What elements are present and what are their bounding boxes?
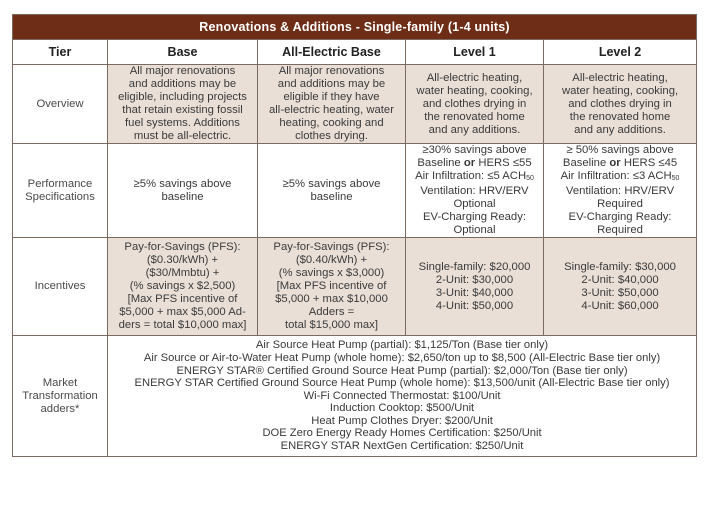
cell-line: water heating, cooking, <box>561 84 679 97</box>
adder-item: Air Source Heat Pump (partial): $1,125/Ton (Base tier only) <box>255 339 549 352</box>
adder-item: ENERGY STAR Certified Ground Source Heat Pump (whole home): $13,500/unit (All-Electric Base tier only) <box>134 377 670 390</box>
header-all-electric-base: All-Electric Base <box>258 40 406 65</box>
cell-line: ders = total $10,000 max] <box>118 319 247 331</box>
cell-line: Ventilation: HRV/ERV <box>565 185 675 197</box>
cell-line: Single-family: $30,000 <box>564 260 676 273</box>
cell-line: Single-family: $20,000 <box>418 260 531 273</box>
market-label <box>13 336 108 457</box>
overview-label: Overview <box>13 65 108 144</box>
cell-line: and additions may be <box>128 78 237 90</box>
cell-line: water heating, cooking, <box>416 84 533 97</box>
renovations-table-container <box>12 14 696 474</box>
cell-line: (% savings x $3,000) <box>278 267 385 279</box>
performance-all-electric-base <box>258 144 406 238</box>
cell-line: Optional <box>453 224 496 236</box>
table-row-incentives <box>13 238 697 336</box>
cell-line <box>546 157 694 170</box>
cell-line <box>546 170 694 185</box>
cell-line: All major renovations <box>278 65 385 77</box>
cell-line: ($30/Mmbtu) + <box>145 267 220 279</box>
air-text: Air Infiltration: ≤3 ACH <box>560 170 672 182</box>
header-level-1: Level 1 <box>406 40 544 65</box>
cell-line: All-electric heating, <box>572 71 668 84</box>
cell-line: Optional <box>453 198 496 210</box>
incentives-base <box>108 238 258 336</box>
cell-line: baseline <box>161 190 204 203</box>
cell-line: Pay-for-Savings (PFS): <box>273 241 390 253</box>
adder-item: Air Source or Air-to-Water Heat Pump (whole home): $2,650/ton up to $8,500 (All-Electric Base tier only) <box>143 351 661 364</box>
cell-line: and clothes drying in <box>568 97 672 110</box>
cell-line: total $15,000 max] <box>285 319 378 331</box>
air-subscript: 50 <box>671 175 680 182</box>
cell-line: [Max PFS incentive of <box>127 293 238 305</box>
cell-line: the renovated home <box>569 110 671 123</box>
cell-line: that retain existing fossil <box>122 104 243 116</box>
baseline-text: Baseline <box>562 157 607 169</box>
adder-item: Induction Cooktop: $500/Unit <box>329 402 475 415</box>
market-adders <box>108 336 697 457</box>
header-level-2: Level 2 <box>544 40 697 65</box>
table-row-performance <box>13 144 697 238</box>
overview-level-1 <box>406 65 544 144</box>
cell-line: 3-Unit: $40,000 <box>435 286 514 299</box>
cell-line: Adders = <box>308 306 355 318</box>
cell-line: 4-Unit: $50,000 <box>435 299 514 312</box>
or-text: or <box>609 157 621 169</box>
cell-line: EV-Charging Ready: <box>423 211 526 223</box>
incentives-all-electric-base <box>258 238 406 336</box>
cell-line <box>408 170 541 185</box>
cell-line: $5,000 + max $10,000 <box>275 293 388 305</box>
adder-item: Wi-Fi Connected Thermostat: $100/Unit <box>303 389 501 402</box>
adder-item: DOE Zero Energy Ready Homes Certification: $250/Unit <box>262 427 542 440</box>
cell-line: ($0.40/kWh) + <box>295 254 368 266</box>
cell-line: fuel systems. Additions <box>125 117 240 129</box>
adder-item: ENERGY STAR NextGen Certification: $250/Unit <box>280 440 524 453</box>
renovations-table <box>12 14 697 457</box>
cell-line: 4-Unit: $60,000 <box>581 299 659 312</box>
cell-line: and clothes drying in <box>422 97 527 110</box>
cell-line: Required <box>597 224 643 236</box>
cell-line: ≥5% savings above <box>133 177 232 190</box>
cell-line: all-electric heating, water <box>269 104 394 116</box>
cell-line: the renovated home <box>424 110 525 123</box>
cell-line: heating, cooking and <box>279 117 384 129</box>
cell-line: clothes drying. <box>295 130 368 142</box>
performance-base <box>108 144 258 238</box>
cell-line: must be all-electric. <box>133 130 232 142</box>
incentives-label: Incentives <box>13 238 108 336</box>
incentives-level-2 <box>544 238 697 336</box>
cell-line: and any additions. <box>574 123 666 136</box>
or-text: or <box>463 157 476 169</box>
cell-line: baseline <box>310 190 353 203</box>
cell-line: All major renovations <box>129 65 236 77</box>
hers-text: HERS ≤55 <box>478 157 532 169</box>
cell-line: Required <box>597 198 643 210</box>
cell-line: [Max PFS incentive of <box>276 280 387 292</box>
cell-line: and additions may be <box>277 78 386 90</box>
cell-line: EV-Charging Ready: <box>568 211 672 223</box>
hers-text: HERS ≤45 <box>623 157 678 169</box>
incentives-level-1 <box>406 238 544 336</box>
cell-line: ≥ 50% savings above <box>566 144 674 156</box>
cell-line: Performance <box>27 177 93 190</box>
cell-line: 2-Unit: $30,000 <box>435 273 514 286</box>
cell-line: Transformation <box>22 389 98 402</box>
cell-line: Specifications <box>25 190 95 203</box>
overview-level-2 <box>544 65 697 144</box>
overview-base <box>108 65 258 144</box>
cell-line: (% savings x $2,500) <box>129 280 236 292</box>
cell-line: ≥5% savings above <box>282 177 381 190</box>
baseline-text: Baseline <box>417 157 461 169</box>
performance-level-2 <box>544 144 697 238</box>
air-subscript: 50 <box>526 175 534 182</box>
cell-line: Ventilation: HRV/ERV <box>420 185 529 197</box>
cell-line: $5,000 + max $5,000 Ad- <box>119 306 246 318</box>
cell-line: and any additions. <box>428 123 521 136</box>
cell-line: eligible, including projects <box>118 91 247 103</box>
cell-line: All-electric heating, <box>426 71 523 84</box>
cell-line: ≥30% savings above <box>422 144 527 156</box>
cell-line: Market <box>42 376 78 389</box>
table-row-market-transformation <box>13 336 697 457</box>
performance-label <box>13 144 108 238</box>
cell-line: 3-Unit: $50,000 <box>581 286 659 299</box>
adder-item: ENERGY STAR® Certified Ground Source Heat Pump (partial): $2,000/Ton (Base tier only) <box>176 364 628 377</box>
cell-line: adders* <box>40 402 80 415</box>
performance-level-1 <box>406 144 544 238</box>
cell-line: 2-Unit: $40,000 <box>581 273 659 286</box>
adder-item: Heat Pump Clothes Dryer: $200/Unit <box>311 414 493 427</box>
cell-line: Pay-for-Savings (PFS): <box>124 241 241 253</box>
cell-line: eligible if they have <box>283 91 380 103</box>
overview-all-electric-base <box>258 65 406 144</box>
header-tier: Tier <box>13 40 108 65</box>
table-title: Renovations & Additions - Single-family (1-4 units) <box>13 15 697 40</box>
air-text: Air Infiltration: ≤5 ACH <box>415 170 527 182</box>
cell-line: ($0.30/kWh) + <box>146 254 219 266</box>
header-base: Base <box>108 40 258 65</box>
cell-line <box>408 157 541 170</box>
table-row-overview <box>13 65 697 144</box>
